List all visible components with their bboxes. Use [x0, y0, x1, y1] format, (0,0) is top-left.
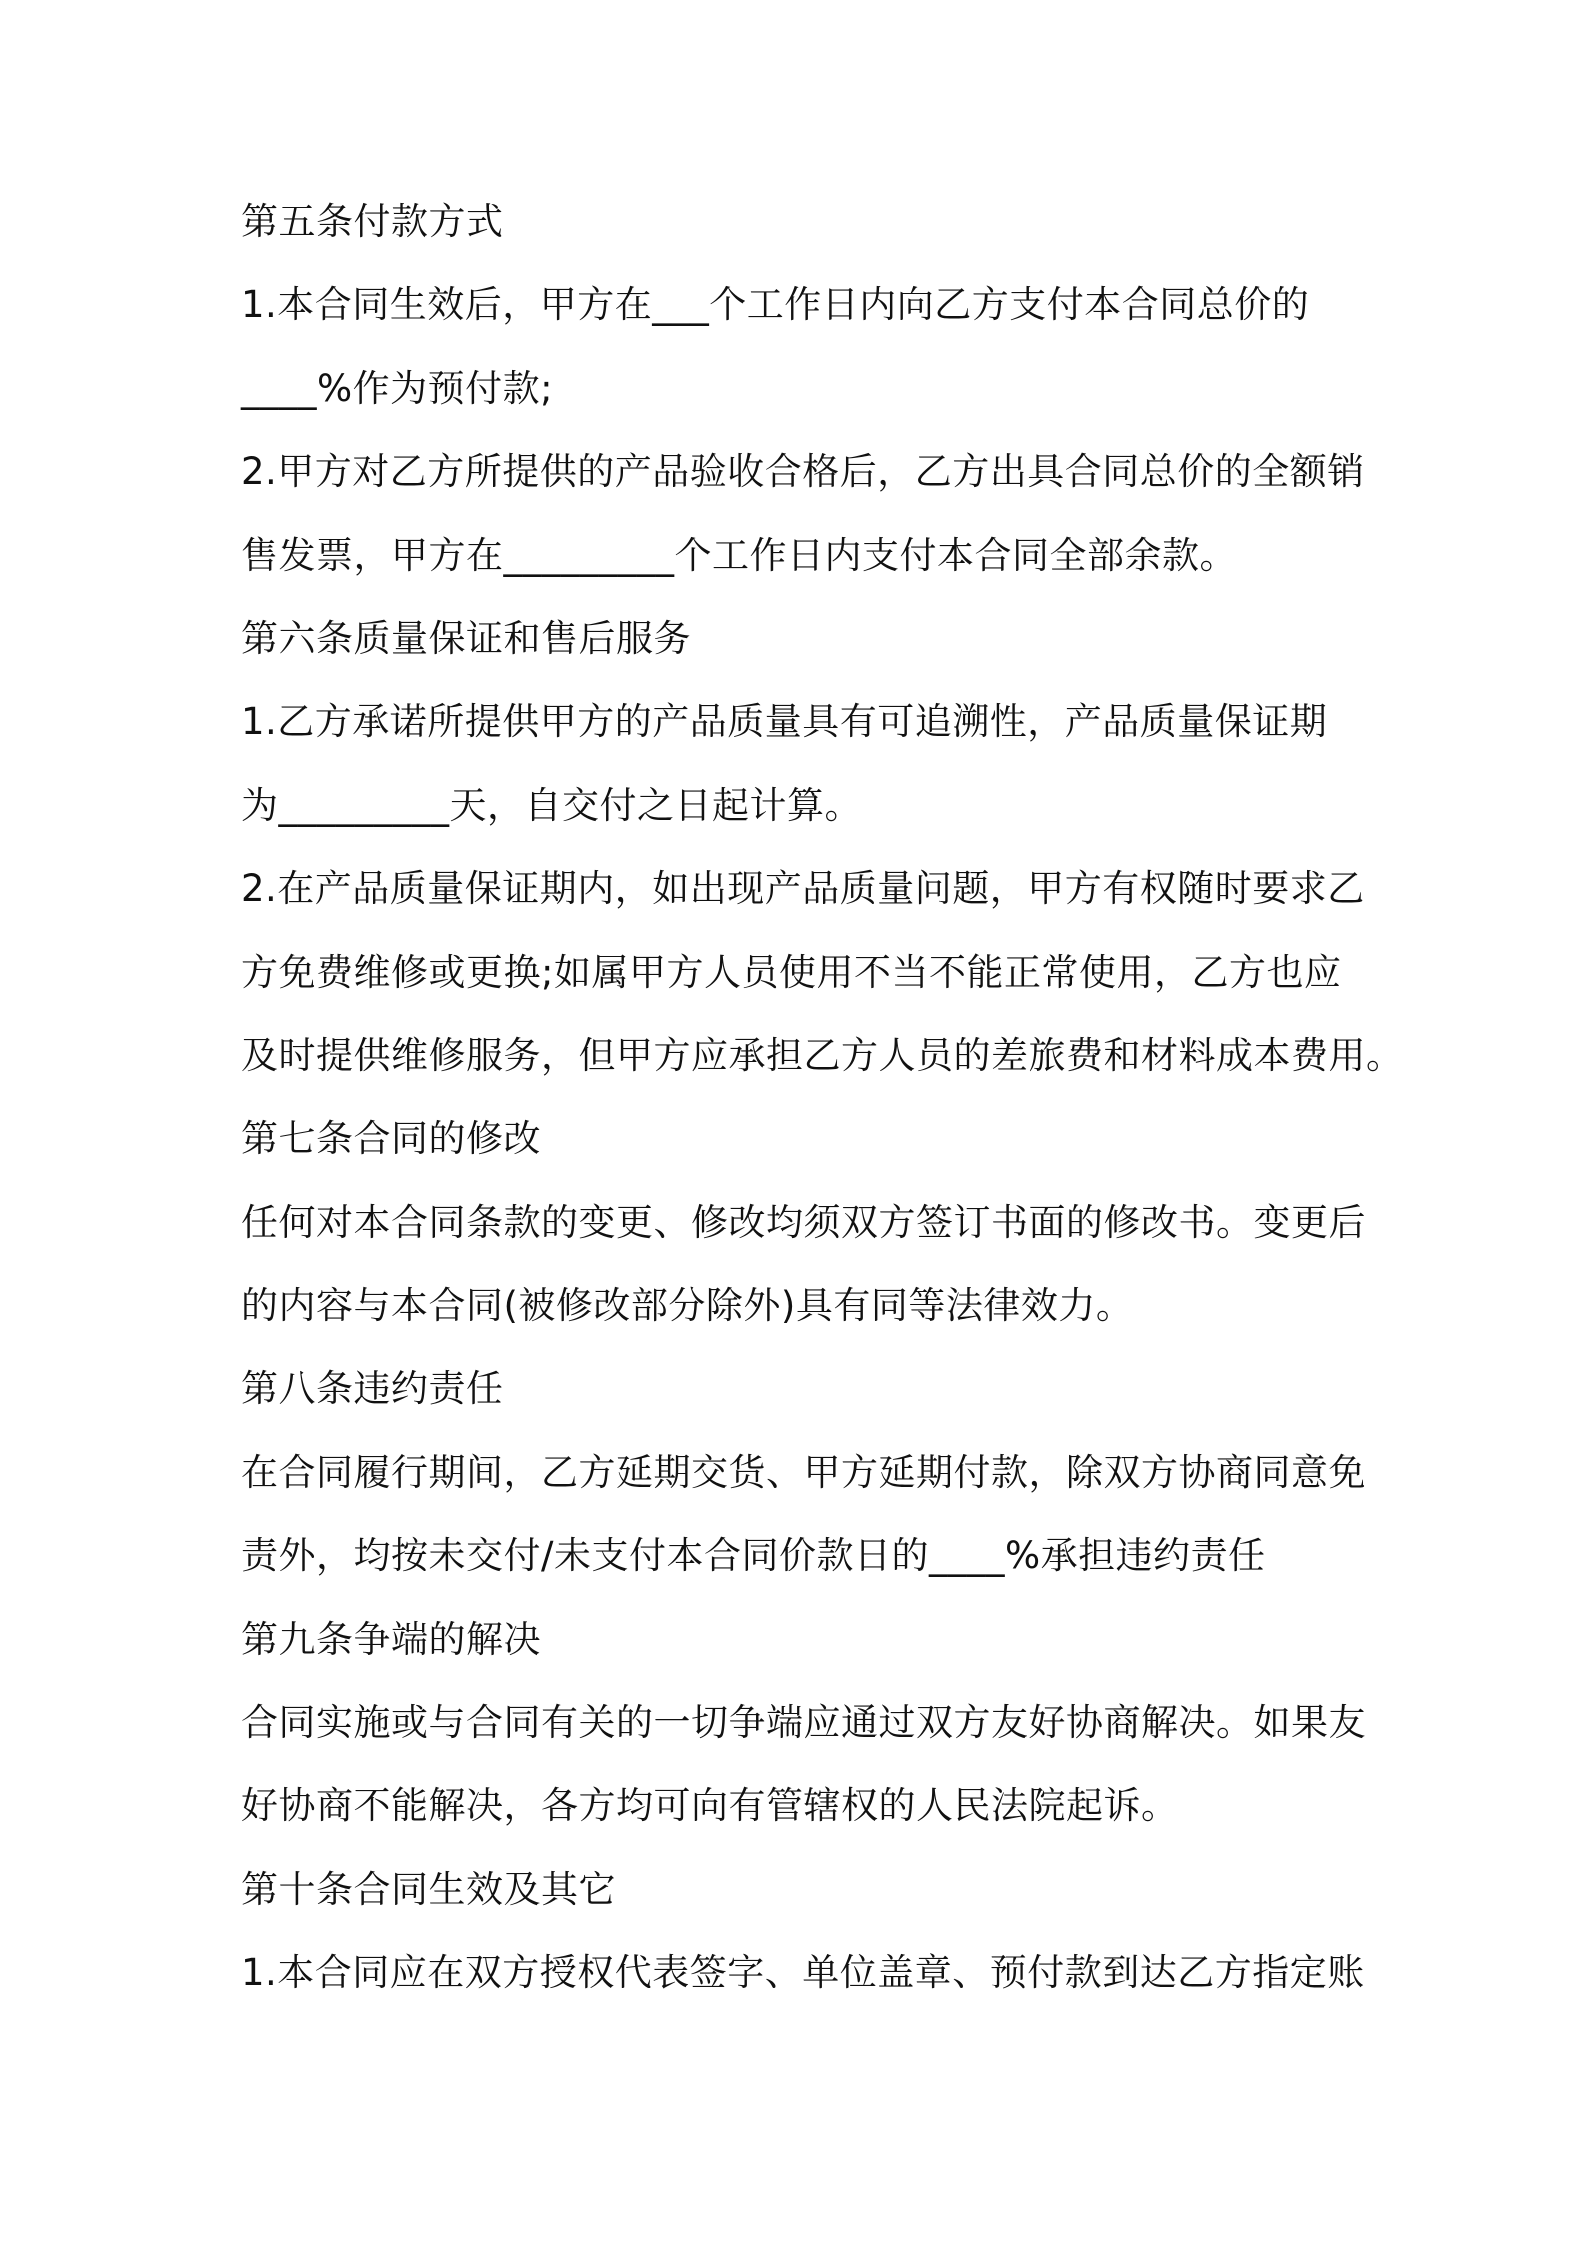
paragraph-line: 任何对本合同条款的变更、修改均须双方签订书面的修改书。变更后 — [241, 1200, 1366, 1244]
section-heading-article-5: 第五条付款方式 — [241, 200, 504, 243]
paragraph-line: 责外，均按未交付/未支付本合同价款日的____%承担违约责任 — [241, 1534, 1266, 1578]
paragraph-line: 及时提供维修服务，但甲方应承担乙方人员的差旅费和材料成本费用。 — [241, 1033, 1404, 1077]
paragraph-line: 为_________天，自交付之日起计算。 — [241, 783, 862, 827]
section-heading-article-10: 第十条合同生效及其它 — [241, 1867, 616, 1911]
paragraph-line: 1.乙方承诺所提供甲方的产品质量具有可追溯性，产品质量保证期 — [241, 700, 1328, 744]
paragraph-line: 的内容与本合同(被修改部分除外)具有同等法律效力。 — [241, 1284, 1134, 1328]
paragraph-line: 好协商不能解决，各方均可向有管辖权的人民法院起诉。 — [241, 1784, 1179, 1828]
paragraph-line: 方免费维修或更换;如属甲方人员使用不当不能正常使用，乙方也应 — [241, 950, 1342, 994]
section-heading-article-6: 第六条质量保证和售后服务 — [241, 616, 691, 660]
paragraph-line: 2.在产品质量保证期内，如出现产品质量问题，甲方有权随时要求乙 — [241, 867, 1365, 911]
paragraph-line: 1.本合同应在双方授权代表签字、单位盖章、预付款到达乙方指定账 — [241, 1951, 1365, 1995]
document-body — [241, 200, 1404, 2035]
paragraph-line: ____%作为预付款; — [241, 366, 554, 410]
section-heading-article-8: 第八条违约责任 — [241, 1367, 504, 1411]
paragraph-line: 1.本合同生效后，甲方在___个工作日内向乙方支付本合同总价的 — [241, 283, 1310, 327]
paragraph-line: 合同实施或与合同有关的一切争端应通过双方友好协商解决。如果友 — [241, 1701, 1366, 1745]
section-heading-article-7: 第七条合同的修改 — [241, 1117, 541, 1161]
paragraph-line: 2.甲方对乙方所提供的产品验收合格后，乙方出具合同总价的全额销 — [241, 450, 1365, 494]
section-heading-article-9: 第九条争端的解决 — [241, 1617, 541, 1661]
paragraph-line: 售发票，甲方在_________个工作日内支付本合同全部余款。 — [241, 533, 1237, 577]
paragraph-line: 在合同履行期间，乙方延期交货、甲方延期付款，除双方协商同意免 — [241, 1450, 1366, 1494]
